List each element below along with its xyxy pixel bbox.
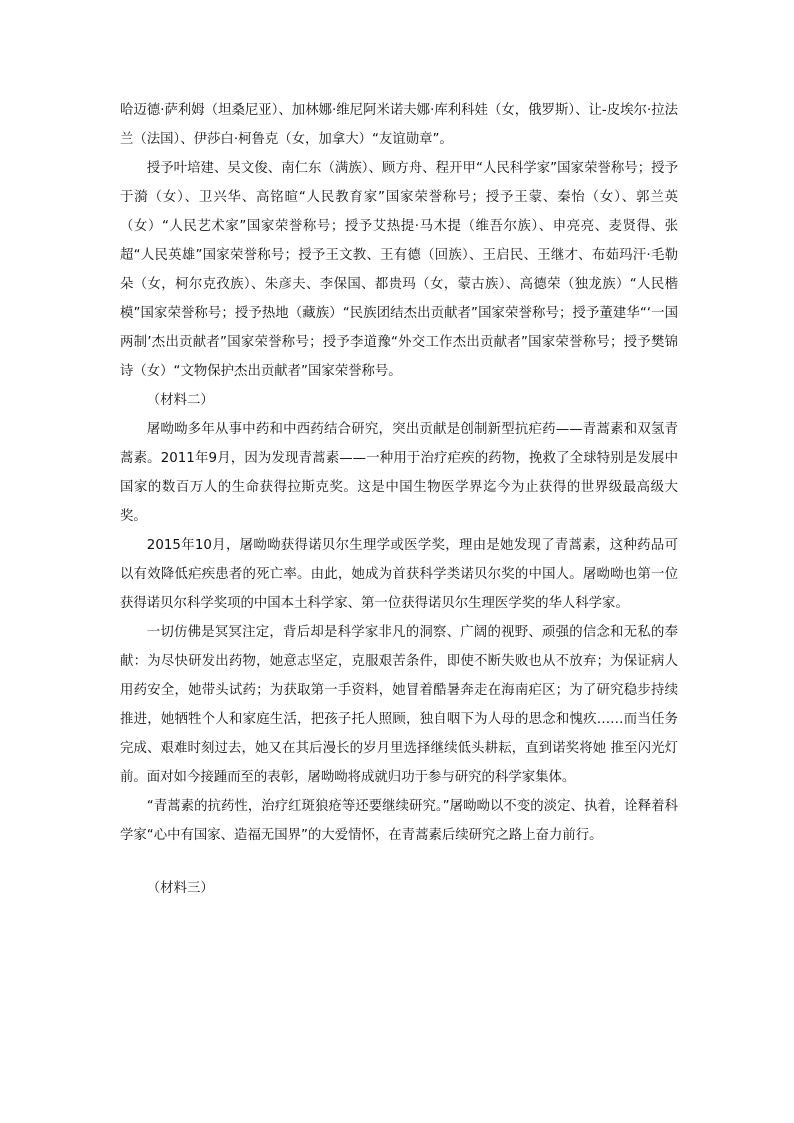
material-two-heading: （材料二） [146, 393, 214, 408]
spacer [120, 850, 678, 874]
document-body [120, 96, 678, 903]
paragraph-nobel-prize: 2015年10月，屠呦呦获得诺贝尔生理学或医学奖，理由是她发现了青蒿素，这种药品可以有效降低疟疾患者的死亡率。由此，她成为首获科学类诺贝尔奖的中国人。屠呦呦也第一位获得诺贝尔科学奖项的中国本土科学家、第一位获得诺贝尔生理医学奖的华人科学家。 [120, 538, 678, 611]
paragraph-national-honors: 授予叶培建、吴文俊、南仁东（满族）、顾方舟、程开甲“人民科学家”国家荣誉称号；授予于漪（女）、卫兴华、高铭暄“人民教育家”国家荣誉称号；授予王蒙、秦怡（女）、郭兰英（女）“人民艺术家”国家荣誉称号；授予艾热提·马木提（维吾尔族）、申亮亮、麦贤得、张超“人民英雄”国家荣誉称号；授予王文教、王有德（回族）、王启民、王继才、布茹玛汗·毛勒朵（女，柯尔克孜族）、朱彦夫、李保国、都贵玛（女，蒙古族）、高德荣（独龙族）“人民楷模”国家荣誉称号；授予热地（藏族）“民族团结杰出贡献者”国家荣誉称号；授予董建华“‘一国两制’杰出贡献者”国家荣誉称号；授予李道豫“外交工作杰出贡献者”国家荣誉称号；授予樊锦诗（女）“文物保护杰出贡献者”国家荣誉称号。 [120, 161, 678, 379]
paragraph-dedication: 一切仿佛是冥冥注定，背后却是科学家非凡的洞察、广阔的视野、顽强的信念和无私的奉献：为尽快研发出药物，她意志坚定，克服艰苦条件，即使不断失败也从不放弃；为保证病人用药安全，她带头试药；为获取第一手资料，她冒着酷暑奔走在海南疟区；为了研究稳步持续推进，她牺牲个人和家庭生活，把孩子托人照顾，独自咽下为人母的思念和愧疚……而当任务完成、艰难时刻过去，她又在其后漫长的岁月里选择继续低头耕耘，直到诺奖将她 推至闪光灯前。面对如今接踵而至的表彰，屠呦呦将成就归功于参与研究的科学家集体。 [120, 625, 678, 785]
paragraph-friendship-medal: 哈迈德·萨利姆（坦桑尼亚）、加林娜·维尼阿米诺夫娜·库利科娃（女，俄罗斯）、让-皮埃尔·拉法兰（法国）、伊莎白·柯鲁克（女，加拿大）“友谊勋章”。 [120, 103, 678, 147]
paragraph-quote: “青蒿素的抗药性，治疗红斑狼疮等还要继续研究。”屠呦呦以不变的淡定、执着，诠释着科学家“心中有国家、造福无国界”的大爱情怀，在青蒿素后续研究之路上奋力前行。 [120, 799, 678, 843]
paragraph-tu-youyou-research: 屠呦呦多年从事中药和中西药结合研究，突出贡献是创制新型抗疟药——青蒿素和双氢青蒿素。2011年9月，因为发现青蒿素——一种用于治疗疟疾的药物，挽救了全球特别是发展中国家的数百万人的生命获得拉斯克奖。这是中国生物医学界迄今为止获得的世界级最高级大奖。 [120, 422, 678, 524]
material-three-heading: （材料三） [146, 881, 214, 896]
